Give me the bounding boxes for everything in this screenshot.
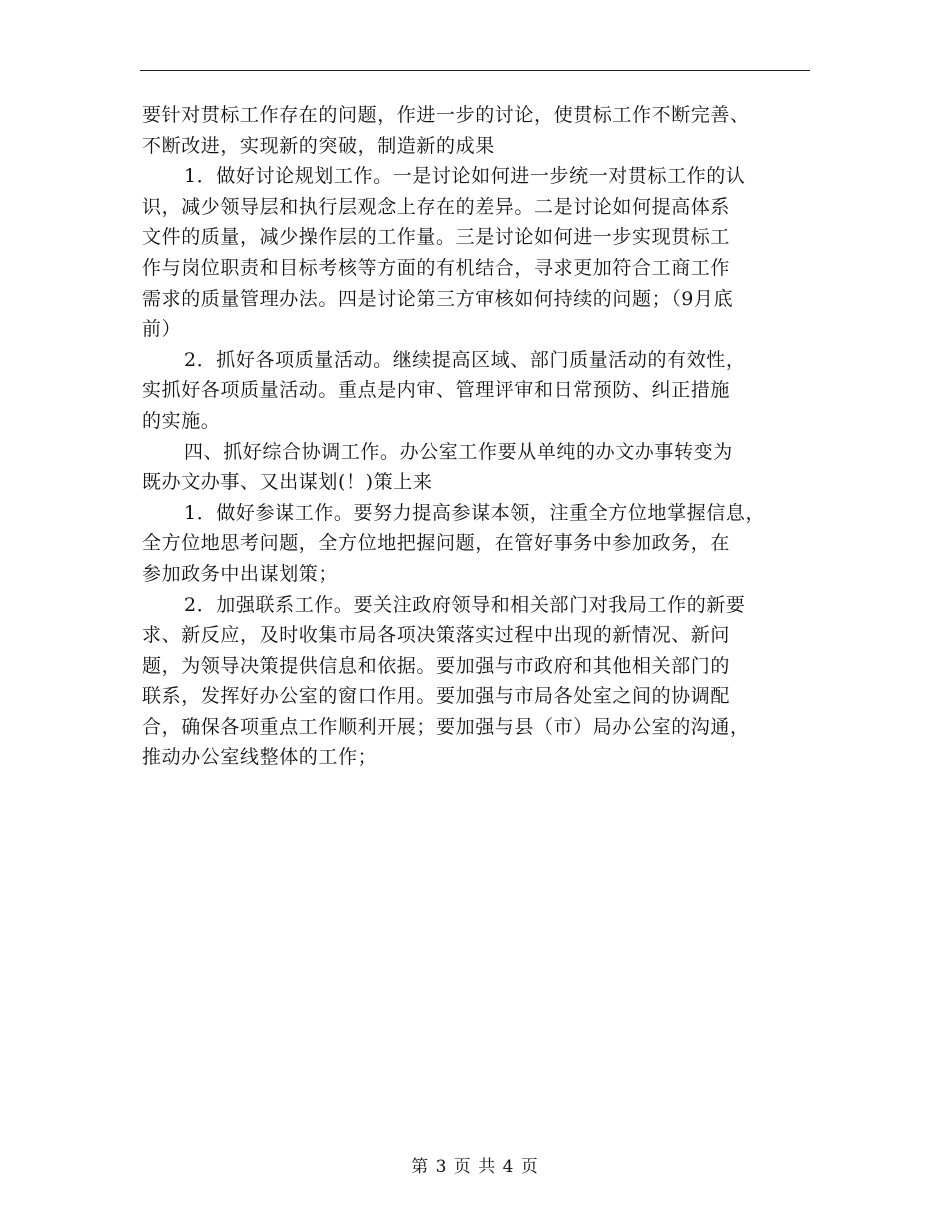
text-line: 文件的质量，减少操作层的工作量。三是讨论如何进一步实现贯标工 — [142, 226, 731, 249]
text-line: 2．加强联系工作。要关注政府领导和相关部门对我局工作的新要 — [184, 593, 746, 616]
text-line: 题，为领导决策提供信息和依据。要加强与市政府和其他相关部门的 — [142, 654, 731, 677]
text-line: 全方位地思考问题，全方位地把握问题，在管好事务中参加政务，在 — [142, 532, 731, 555]
text-line: 不断改进，实现新的突破，制造新的成果 — [142, 134, 495, 157]
text-line: 识，减少领导层和执行层观念上存在的差异。二是讨论如何提高体系 — [142, 195, 731, 218]
text-line: 推动办公室线整体的工作； — [142, 746, 378, 769]
text-line: 1．做好讨论规划工作。一是讨论如何进一步统一对贯标工作的认 — [184, 165, 746, 188]
page-footer: 第 3 页 共 4 页 — [411, 1157, 539, 1177]
text-line: 作与岗位职责和目标考核等方面的有机结合，寻求更加符合工商工作 — [142, 256, 731, 279]
text-line: 四、抓好综合协调工作。办公室工作要从单纯的办文办事转变为 — [184, 440, 733, 463]
text-line: 前） — [142, 318, 182, 341]
text-line: 参加政务中出谋划策； — [142, 562, 339, 585]
body-text — [142, 100, 810, 773]
text-line: 要针对贯标工作存在的问题，作进一步的讨论，使贯标工作不断完善、 — [142, 104, 750, 126]
text-line: 实抓好各项质量活动。重点是内审、管理评审和日常预防、纠正措施 — [142, 379, 731, 402]
text-line: 1．做好参谋工作。要努力提高参谋本领，注重全方位地掌握信息， — [184, 501, 766, 524]
text-line: 的实施。 — [142, 409, 221, 432]
text-line: 2．抓好各项质量活动。继续提高区域、部门质量活动的有效性， — [184, 348, 746, 371]
text-line: 求、新反应，及时收集市局各项决策落实过程中出现的新情况、新问 — [142, 624, 731, 647]
text-line: 联系，发挥好办公室的窗口作用。要加强与市局各处室之间的协调配 — [142, 685, 731, 708]
text-line: 需求的质量管理办法。四是讨论第三方审核如何持续的问题；（9月底 — [142, 287, 734, 310]
text-line: 合，确保各项重点工作顺利开展；要加强与县（市）局办公室的沟通， — [142, 715, 750, 738]
header-rule — [140, 70, 810, 71]
text-line: 既办文办事、又出谋划(！)策上来 — [142, 471, 433, 494]
